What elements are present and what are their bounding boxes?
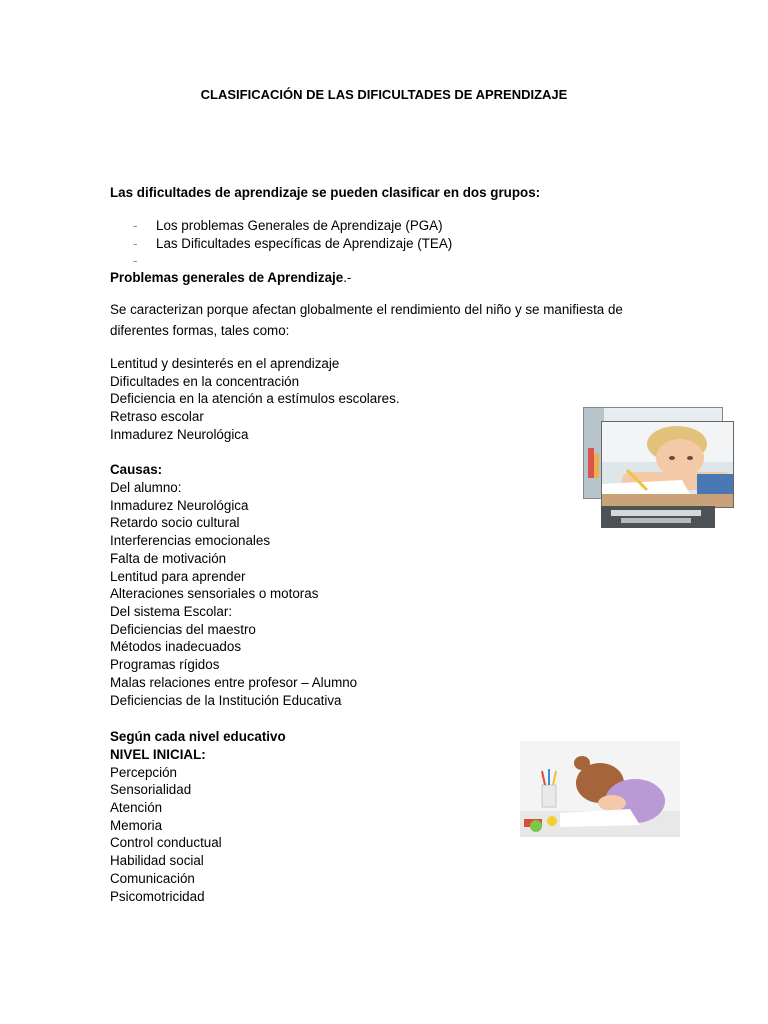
cause-item: Malas relaciones entre profesor – Alumno xyxy=(110,675,358,690)
cause-item: Falta de motivación xyxy=(110,551,227,566)
cause-item: Lentitud para aprender xyxy=(110,569,246,584)
cause-item: Alteraciones sensoriales o motoras xyxy=(110,586,319,601)
cause-item: Del alumno: xyxy=(110,480,182,495)
girl-desk-photo xyxy=(520,741,680,837)
cause-item: Deficiencias del maestro xyxy=(110,622,256,637)
document-title: CLASIFICACIÓN DE LAS DIFICULTADES DE APRENDIZAJE xyxy=(200,87,568,102)
bullet-dash: - xyxy=(133,253,138,268)
level-item: Sensorialidad xyxy=(110,782,192,797)
section-heading-text: Problemas generales de Aprendizaje xyxy=(110,270,344,285)
cause-item: Métodos inadecuados xyxy=(110,639,242,654)
cause-item: Del sistema Escolar: xyxy=(110,604,233,619)
bullet-item: Los problemas Generales de Aprendizaje (PGA) xyxy=(156,218,443,233)
symptom-item: Inmadurez Neurológica xyxy=(110,427,249,442)
symptom-item: Dificultades en la concentración xyxy=(110,374,300,389)
symptom-item: Deficiencia en la atención a estímulos escolares. xyxy=(110,391,400,406)
level-item: Control conductual xyxy=(110,835,222,850)
description-line: diferentes formas, tales como: xyxy=(110,323,290,338)
symptom-item: Lentitud y desinterés en el aprendizaje xyxy=(110,356,340,371)
desk-strip-illustration xyxy=(601,506,715,528)
boy-writing-photo xyxy=(601,421,734,508)
desk-strip-photo xyxy=(601,506,715,528)
cause-item: Programas rígidos xyxy=(110,657,220,672)
bullet-item: Las Dificultades específicas de Aprendizaje (TEA) xyxy=(156,236,453,251)
level-item: Atención xyxy=(110,800,163,815)
intro-text: Las dificultades de aprendizaje se pueden clasificar en dos grupos: xyxy=(110,185,541,200)
description-line: Se caracterizan porque afectan globalmente el rendimiento del niño y se manifiesta de xyxy=(110,302,623,317)
section-heading-suffix: .- xyxy=(343,270,352,285)
cause-item: Retardo socio cultural xyxy=(110,515,240,530)
level-item: Habilidad social xyxy=(110,853,204,868)
bullet-dash: - xyxy=(133,236,138,251)
section-heading xyxy=(110,269,351,287)
cause-item: Inmadurez Neurológica xyxy=(110,498,249,513)
level-item: Percepción xyxy=(110,765,177,780)
boy-writing-illustration xyxy=(602,422,733,507)
girl-desk-illustration xyxy=(520,741,680,837)
bullet-dash: - xyxy=(133,218,138,233)
symptom-item: Retraso escolar xyxy=(110,409,204,424)
level-subheading: NIVEL INICIAL: xyxy=(110,747,206,762)
cause-item: Deficiencias de la Institución Educativa xyxy=(110,693,342,708)
level-item: Memoria xyxy=(110,818,163,833)
level-item: Psicomotricidad xyxy=(110,889,205,904)
cause-item: Interferencias emocionales xyxy=(110,533,271,548)
causes-heading: Causas: xyxy=(110,462,163,477)
level-item: Comunicación xyxy=(110,871,195,886)
level-heading: Según cada nivel educativo xyxy=(110,729,286,744)
